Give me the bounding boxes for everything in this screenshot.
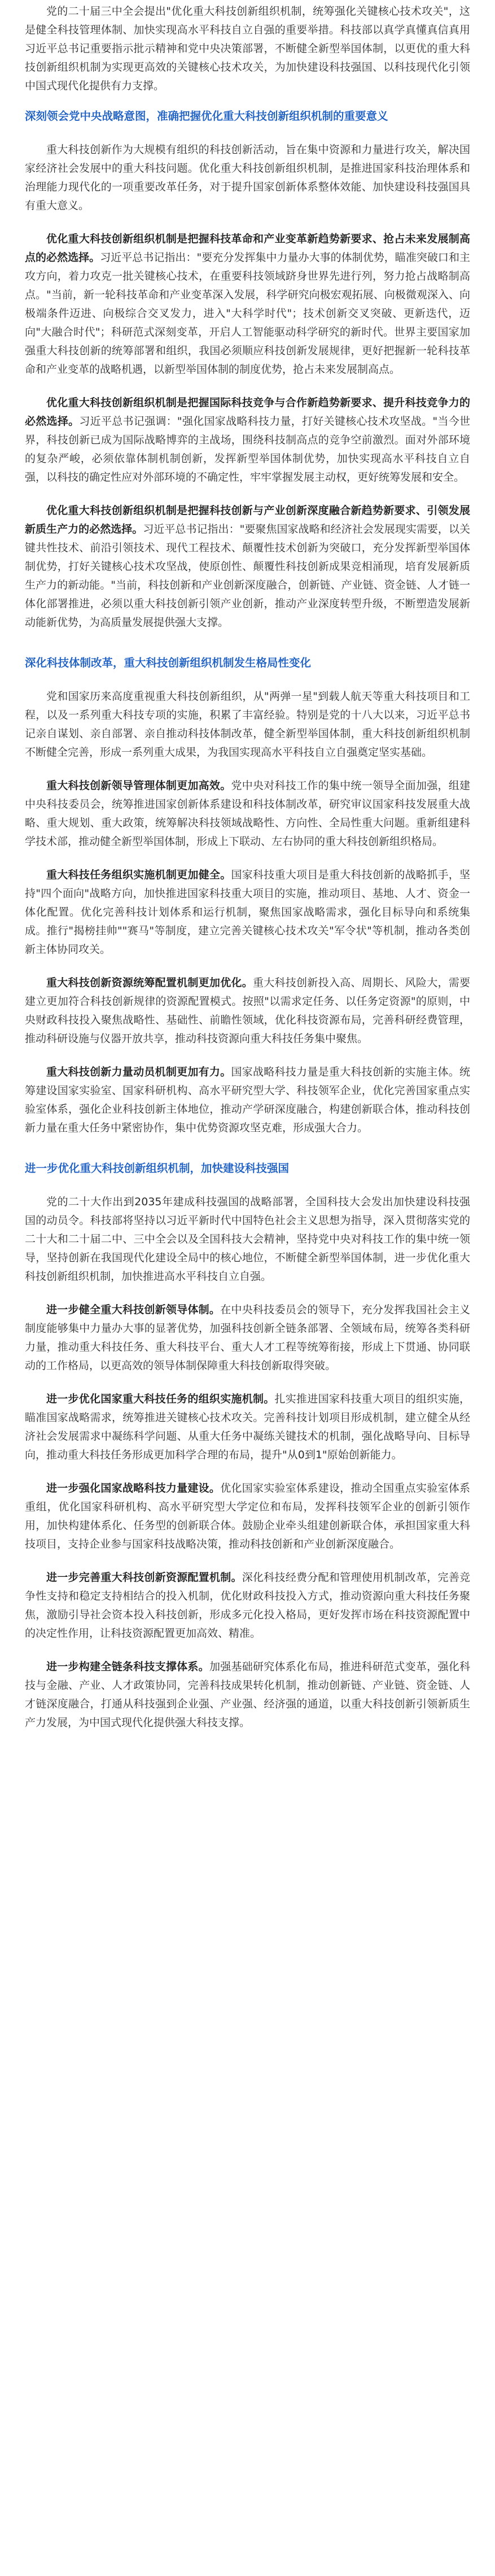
paragraph-lead: 进一步完善重大科技创新资源配置机制。 (46, 1571, 242, 1584)
paragraph (25, 1301, 470, 1375)
paragraph (25, 777, 470, 851)
section-3 (25, 1160, 470, 1732)
paragraph-text: 党的二十大作出到2035年建成科技强国的战略部署，全国科技大会发出加快建设科技强国的动员令。科技部将坚持以习近平新时代中国特色社会主义思想为指导，深入贯彻落实党的二十大和二十届二中、三中全会以及全国科技大会精神，坚持党中央对科技工作的集中统一领导，坚持创新在我国现代化建设全局中的核心地位，不断健全新型举国体制，进一步优化重大科技创新组织机制，加快推进高水平科技自立自强。 (25, 1196, 470, 1283)
section-heading: 进一步优化重大科技创新组织机制，加快建设科技强国 (25, 1162, 290, 1175)
paragraph-text: 国家战略科技力量是重大科技创新的实施主体。统筹建设国家实验室、国家科研机构、高水平研究型大学、科技领军企业，优化完善国家重点实验室体系，强化企业科技创新主体地位，推动产学研深度融合，构建创新联合体，推动科技创新力量在重大任务中紧密协作，集中优势资源攻坚克难，形成强大合力。 (25, 1066, 470, 1134)
paragraph-text: 深化科技经费分配和管理使用机制改革，完善竞争性支持和稳定支持相结合的投入机制，优化财政科技投入方式，推动资源向重大科技任务聚焦，激励引导社会资本投入科技创新，形成多元化投入格局，更好发挥市场在科技资源配置中的决定性作用，让科技资源配置更加高效、精准。 (25, 1571, 470, 1640)
paragraph (25, 141, 470, 215)
paragraph (25, 1568, 470, 1643)
paragraph (25, 1390, 470, 1464)
paragraph-text: 党和国家历来高度重视重大科技创新组织，从"两弹一星"到载人航天等重大科技项目和工程，以及一系列重大科技专项的实施，积累了丰富经验。特别是党的十八大以来，习近平总书记亲自谋划、亲自部署、亲自推动科技体制改革，健全新型举国体制，重大科技创新组织机制不断健全完善，形成一系列重大成果，为我国实现高水平科技自立自强奠定坚实基础。 (25, 690, 470, 759)
paragraph-lead: 重大科技任务组织实施机制更加健全。 (46, 869, 231, 881)
paragraph-text: 在中央科技委员会的领导下，充分发挥我国社会主义制度能够集中力量办大事的显著优势，加强科技创新全链条部署、全领域布局，统筹各类科研力量，推动重大科技任务、重大科技平台、重大人才工程等统筹衔接，形成上下贯通、协同联动的工作格局，以更高效的领导体制保障重大科技创新取得突破。 (25, 1304, 470, 1372)
paragraph-text: 优化国家实验室体系建设，推动全国重点实验室体系重组，优化国家科研机构、高水平研究型大学定位和布局，发挥科技领军企业的创新引领作用，加快构建体系化、任务型的创新联合体。鼓励企业牵头组建创新联合体，承担国家重大科技项目，支持企业参与国家科技战略决策，推动科技创新和产业创新深度融合。 (25, 1482, 470, 1550)
paragraph (25, 866, 470, 959)
intro-paragraph: 党的二十届三中全会提出"优化重大科技创新组织机制，统筹强化关键核心技术攻关"，这是健全科技管理体制、加快实现高水平科技自立自强的重要举措。科技部以真学真懂真信真用习近平总书记重要指示批示精神和党中央决策部署，不断健全新型举国体制，以更优的重大科技创新组织机制为实现更高效的关键核心技术攻关，为加快建设科技强国、以科技现代化引领中国式现代化提供有力支撑。 (25, 5, 470, 92)
paragraph-text: 重大科技创新投入高、周期长、风险大，需要建立更加符合科技创新规律的资源配置模式。按照"以需求定任务、以任务定资源"的原则，中央财政科技投入聚焦战略性、基础性、前瞻性领域，优化科技资源布局，完善科研经费管理，推动科研设施与仪器开放共享，推动科技资源向重大科技任务集中聚焦。 (25, 977, 470, 1045)
paragraph-lead: 优化重大科技创新组织机制是把握科技革命和产业变革新趋势新要求、抢占未来发展制高点的必然选择。 (25, 233, 470, 264)
paragraph-text: 加强基础研究体系化布局，推进科研范式变革，强化科技与金融、产业、人才政策协同，完善科技成果转化机制，推动创新链、产业链、资金链、人才链深度融合，打通从科技强到企业强、产业强、经济强的通道，以重大科技创新引领新质生产力发展，为中国式现代化提供强大科技支撑。 (25, 1660, 470, 1729)
paragraph (25, 394, 470, 487)
section-heading: 深刻领会党中央战略意图，准确把握优化重大科技创新组织机制的重要意义 (25, 110, 388, 123)
paragraph-text: 习近平总书记指出："要聚焦国家战略和经济社会发展现实需要，以关键共性技术、前沿引领技术、现代工程技术、颠覆性技术创新为突破口，充分发挥新型举国体制优势，打好关键核心技术攻坚战，使原创性、颠覆性科技创新成果竞相涌现，培育发展新质生产力的新动能。"当前，科技创新和产业创新深度融合，创新链、产业链、资金链、人才链一体化部署推进，必须以重大科技创新引领产业创新，推动产业深度转型升级，不断塑造发展新动能新优势，为高质量发展提供强大支撑。 (25, 523, 470, 629)
paragraph (25, 230, 470, 379)
paragraph (25, 1193, 470, 1286)
paragraph-lead: 进一步优化国家重大科技任务的组织实施机制。 (46, 1393, 275, 1405)
section-1 (25, 108, 470, 632)
paragraph (25, 502, 470, 632)
paragraph-lead: 优化重大科技创新组织机制是把握科技创新与产业创新深度融合新趋势新要求、引领发展新质生产力的必然选择。 (25, 504, 470, 535)
paragraph-text: 重大科技创新作为大规模有组织的科技创新活动，旨在集中资源和力量进行攻关，解决国家经济社会发展中的重大科技问题。优化重大科技创新组织机制，是推进国家科技治理体系和治理能力现代化的一项重要改革任务，对于提升国家创新体系整体效能、加快建设科技强国具有重大意义。 (25, 143, 470, 212)
paragraph-lead: 重大科技创新资源统筹配置机制更加优化。 (46, 977, 253, 989)
paragraph-lead: 重大科技创新力量动员机制更加有力。 (46, 1066, 231, 1078)
section-heading: 深化科技体制改革，重大科技创新组织机制发生格局性变化 (25, 656, 312, 669)
paragraph (25, 974, 470, 1048)
paragraph-text: 习近平总书记强调："强化国家战略科技力量，打好关键核心技术攻坚战。"当今世界，科技创新已成为国际战略博弈的主战场，围绕科技制高点的竞争空前激烈。面对外部环境的复杂严峻，必须依靠体制机制创新，发挥新型举国体制优势，加快实现高水平科技自立自强，以科技的确定性应对外部环境的不确定性，牢牢掌握发展主动权，更好统筹发展和安全。 (25, 415, 470, 483)
paragraph-lead: 重大科技创新领导管理体制更加高效。 (46, 779, 231, 792)
paragraph (25, 1658, 470, 1732)
paragraph-text: 党中央对科技工作的集中统一领导全面加强，组建中央科技委员会，统筹推进国家创新体系建设和科技体制改革，研究审议国家科技发展重大战略、重大规划、重大政策，统筹解决科技领域战略性、方向性、全局性重大问题。重新组建科学技术部，推动健全新型举国体制，形成上下联动、左右协同的重大科技创新组织格局。 (25, 779, 470, 848)
section-2 (25, 655, 470, 1137)
paragraph (25, 1479, 470, 1554)
paragraph (25, 687, 470, 762)
paragraph-text: 国家科技重大项目是重大科技创新的战略抓手，坚持"四个面向"战略方向，加快推进国家科技重大项目的实施，推动项目、基地、人才、资金一体化配置。优化完善科技计划体系和运行机制，聚焦国家战略需求，强化目标导向和系统集成。推行"揭榜挂帅""赛马"等制度，建立完善关键核心技术攻关"军令状"等机制，推动各类创新主体协同攻关。 (25, 869, 470, 956)
paragraph-text: 扎实推进国家科技重大项目的组织实施，瞄准国家战略需求，统筹推进关键核心技术攻关。完善科技计划项目形成机制，建立健全从经济社会发展需求中凝练科学问题、从重大任务中凝练关键技术的机制，强化战略导向、目标导向，推动重大科技任务形成更加科学合理的布局，提升"从0到1"原始创新能力。 (25, 1393, 470, 1461)
paragraph-text: 习近平总书记指出："要充分发挥集中力量办大事的体制优势，瞄准突破口和主攻方向，着力攻克一批关键核心技术，在重要科技领域跻身世界先进行列，努力抢占战略制高点。"当前，新一轮科技革命和产业变革深入发展，科学研究向极宏观拓展、向极微观深入、向极端条件迈进、向极综合交叉发力，进入"大科学时代"；技术创新交叉突破、更新迭代，迈向"大融合时代"；科研范式深刻变革，开启人工智能驱动科学研究的新时代。世界主要国家加强重大科技创新的统筹部署和组织，我国必须顺应科技创新发展规律，更好把握新一轮科技革命和产业变革的战略机遇，以新型举国体制的制度优势，抢占未来发展制高点。 (25, 251, 470, 376)
paragraph (25, 1063, 470, 1137)
paragraph-lead: 优化重大科技创新组织机制是把握国际科技竞争与合作新趋势新要求、提升科技竞争力的必然选择。 (25, 396, 470, 428)
paragraph-lead: 进一步健全重大科技创新领导体制。 (46, 1304, 221, 1316)
paragraph-lead: 进一步强化国家战略科技力量建设。 (46, 1482, 221, 1494)
paragraph-lead: 进一步构建全链条科技支撑体系。 (46, 1660, 209, 1673)
